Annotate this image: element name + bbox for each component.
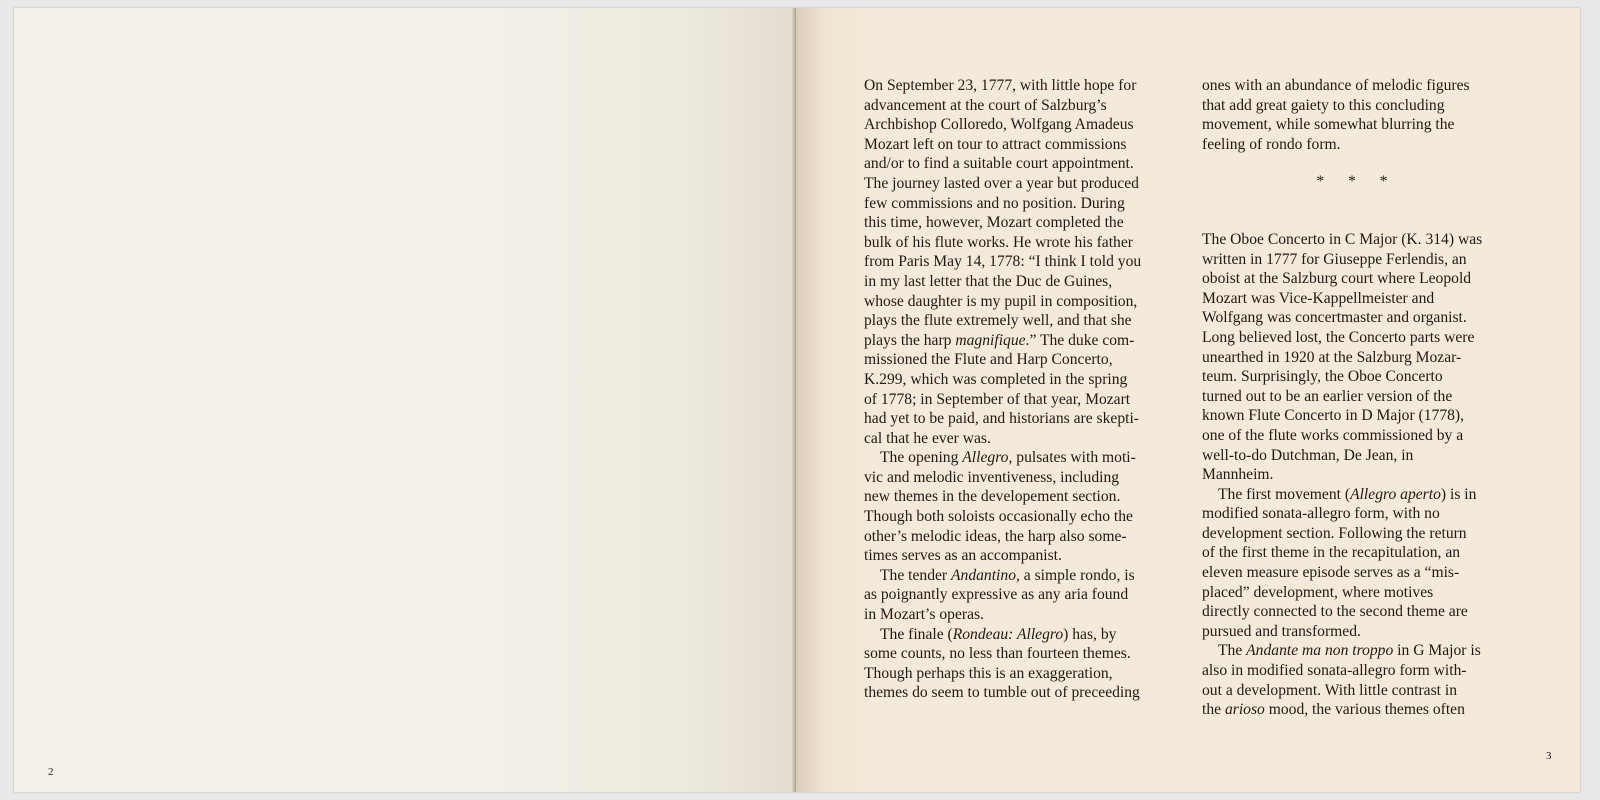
paragraph-7: The first movement (Allegro aperto) is in — [1218, 485, 1477, 503]
paragraph-7-cont: modified sonata-allegro form, with no development section. Following the return of the first theme in the recapitulation, an eleven measure episode serves as a “mis- placed” development, where motives directly connected to the second theme are pursued and transformed. — [1202, 505, 1468, 640]
text-column-1 — [864, 76, 1170, 703]
paragraph-3-cont: as poignantly expressive as any aria found in Mozart’s operas. — [864, 586, 1129, 624]
paragraph-2-cont: vic and melodic inventiveness, including new themes in the developement section. Though both soloists occasionally echo the other’s melodic ideas, the harp also some- times serves as an accompanist. — [864, 468, 1133, 565]
paragraph-8: The Andante ma non troppo in G Major is — [1218, 642, 1481, 660]
text-column-2 — [1202, 76, 1502, 720]
paragraph-4-cont: some counts, no less than fourteen themes. Though perhaps this is an exaggeration, themes do seem to tumble out of preceeding — [864, 645, 1140, 702]
page-number-left: 2 — [48, 766, 54, 778]
section-separator: * * * — [1316, 173, 1398, 191]
paragraph-4: The finale (Rondeau: Allegro) has, by — [880, 625, 1117, 643]
paragraph-6: The Oboe Concerto in C Major (K. 314) was written in 1777 for Giuseppe Ferlendis, an oboist at the Salzburg court where Leopold Mozart was Vice-Kappellmeister and Wolfgang was concertmaster and organist. Long believed lost, the Concerto parts were unearthed in 1920 at the Salzburg Mozar- teum. Surprisingly, the Oboe Concerto turned out to be an earlier version of the known Flute Concerto in D Major (1778), one of the flute works commissioned by a well-to-do Dutchman, De Jean, in Mannheim. — [1202, 230, 1483, 484]
paragraph-2: The opening Allegro, pulsates with moti- — [880, 449, 1136, 467]
paragraph-1: On September 23, 1777, with little hope for advancement at the court of Salzburg’s Archbishop Colloredo, Wolfgang Amadeus Mozart left on tour to attract commissions and/or to find a suitable court appointment. The journey lasted over a year but produced few commissions and no position. During this time, however, Mozart completed the bulk of his flute works. He wrote his father from Paris May 14, 1778: “I think I told you in my last letter that the Duc de Guines, whose daughter is my pupil in composition, plays the flute extremely well, and that she plays the harp magnifique.” The duke com- missioned the Flute and Harp Concerto, K.299, which was completed in the spring of 1778; in September of that year, Mozart had yet to be paid, and historians are skepti- cal that he ever was. — [864, 77, 1142, 447]
paragraph-5: ones with an abundance of melodic figures that add great gaiety to this concluding movement, while somewhat blurring the feeling of rondo form. — [1202, 77, 1470, 153]
right-page — [796, 8, 1580, 792]
paragraph-8-cont: also in modified sonata-allegro form with- out a development. With little contrast in the arioso mood, the various themes often — [1202, 662, 1467, 719]
paragraph-3: The tender Andantino, a simple rondo, is — [880, 566, 1135, 584]
left-page — [14, 8, 796, 792]
page-number-right: 3 — [1546, 750, 1552, 762]
